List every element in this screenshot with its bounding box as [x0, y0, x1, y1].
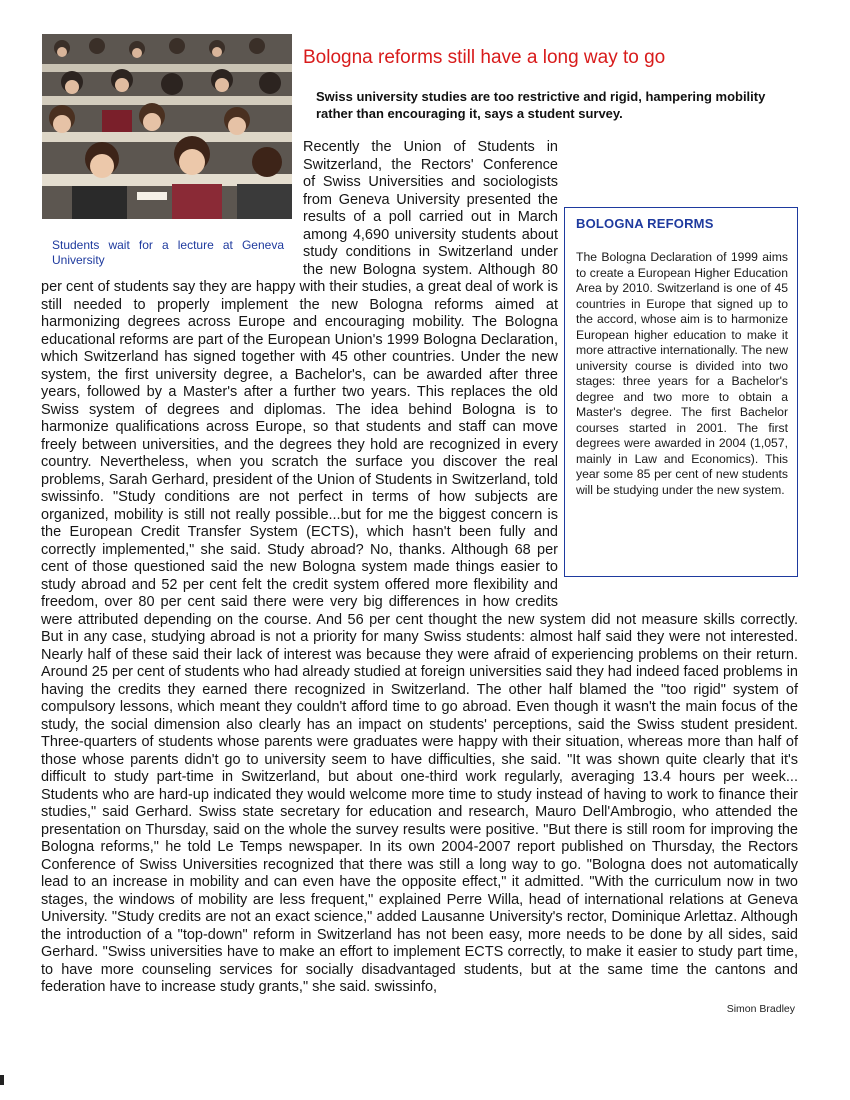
article-deck: Swiss university studies are too restrictive and rigid, hampering mobility rather than encouraging it, says a student survey. [316, 89, 766, 121]
sidebar-title: BOLOGNA REFORMS [576, 216, 714, 231]
article-paragraph: Recently the Union of Students in Switzerland, the Rectors' Conference of Swiss Universities and sociologists from Geneva University presented the results of a poll carried out in March among 4,690 university students about study conditions in Switzerland under the new Bologna system. Although 80 per cent of students say they are happy with their studies, a great deal of work is still needed to properly implement the new Bologna reforms aimed at harmonizing degrees across Europe and encouraging mobility. The Bologna educational reforms are part of the European Union's 1999 Bologna Declaration, which Switzerland has signed together with 45 other countries. Under the new system, the first university degree, a Bachelor's, can be awarded after three years, followed by a Master's after a further two years. This replaces the old Swiss system of degrees and diplomas. The idea behind Bologna is to harmonize qualifications across Europe, so that students and staff can move freely between universities, and the degrees they hold are recognized in every country. Nevertheless, when you scratch the surface you discover the real problems, Sarah Gerhard, president of the Union of Students in Switzerland, told swissinfo. "Study conditions are not perfect in terms of how subjects are organized, mobility is still not really possible...but for me the biggest concern is the European Credit Transfer System (ECTS), which hasn't been fully and correctly implemented," she said. Study abroad? No, thanks. Although 68 per cent of those questioned said the new Bologna system made things easier to study abroad and 52 per cent felt the credit system offered more flexibility and freedom, over 80 per cent said there were very big differences in how credits were attributed depending on the course. And 56 per cent thought the new system did not measure skills correctly. But in any case, studying abroad is not a priority for many Swiss students: almost half said they were not interested. Nearly half of these said their lack of interest was because they were afraid of experiencing problems on their return. Around 25 per cent of students who had already studied at foreign universities said they had indeed faced problems in having the credits they earned there recognized in Switzerland. The other half blamed the "too rigid" system of compulsory lessons, which meant they couldn't afford time to go abroad. Even though it wasn't the main focus of the study, the social dimension also clearly has an impact on students' perceptions, said the Swiss student president. Three-quarters of students whose parents were graduates were happy with their situation, whereas more than half of those whose parents didn't go to university seem to have difficulties, she said. "It was shown quite clearly that it's difficult to study part-time in Switzerland, but about one-third work regularly, averaging 13.4 hours per week... Students who are hard-up indicated they would welcome more time to study instead of having to work to finance their studies," said Gerhard. Swiss state secretary for education and research, Mauro Dell'Ambrogio, who attended the presentation on Thursday, said on the whole the survey results were positive. "But there is still room for improving the Bologna reforms," he told Le Temps newspaper. In its own 2004-2007 report published on Thursday, the Rectors Conference of Swiss Universities recognized that there was still a long way to go. "Bologna does not automatically lead to an increase in mobility and can even have the opposite effect," it admitted. "With the curriculum now in two stages, the windows of mobility are less frequent," explained Perre Willa, head of international relations at Geneva University. "Study credits are not an exact science," added Lausanne University's rector, Dominique Arlettaz. Although the introduction of a "top-down" reform in Switzerland has not been easy, more needs to be done by all sides, said Gerhard. "Swiss universities have to make an effort to implement ECTS correctly, to make it easier to study part time, to have more counseling services for socially disadvantaged students, but at the same time the cantons and federation have to increase study grants," she said. swissinfo, [41, 139, 798, 995]
author-byline: Simon Bradley [726, 1003, 795, 1015]
article-headline: Bologna reforms still have a long way to go [303, 47, 666, 68]
bologna-reforms-sidebar [564, 207, 798, 577]
scan-edge-mark [0, 1075, 4, 1085]
sidebar-body: The Bologna Declaration of 1999 aims to create a European Higher Education Area by 2010. Switzerland is one of 45 countries in Europe that signed up to the accord, whose aim is to harmonize European higher education to make it more attractive internationally. The new university course is divided into two stages: three years for a Bachelor's degree and two more to obtain a Master's degree. The first Bachelor courses started in 2001. The first degrees were awarded in 2004 (1,057, mainly in Law and Economics). This year some 85 per cent of new students will be studying under the new system. [576, 250, 788, 497]
photo-caption: Students wait for a lecture at Geneva University [52, 238, 284, 267]
photo-float-spacer [41, 139, 303, 277]
